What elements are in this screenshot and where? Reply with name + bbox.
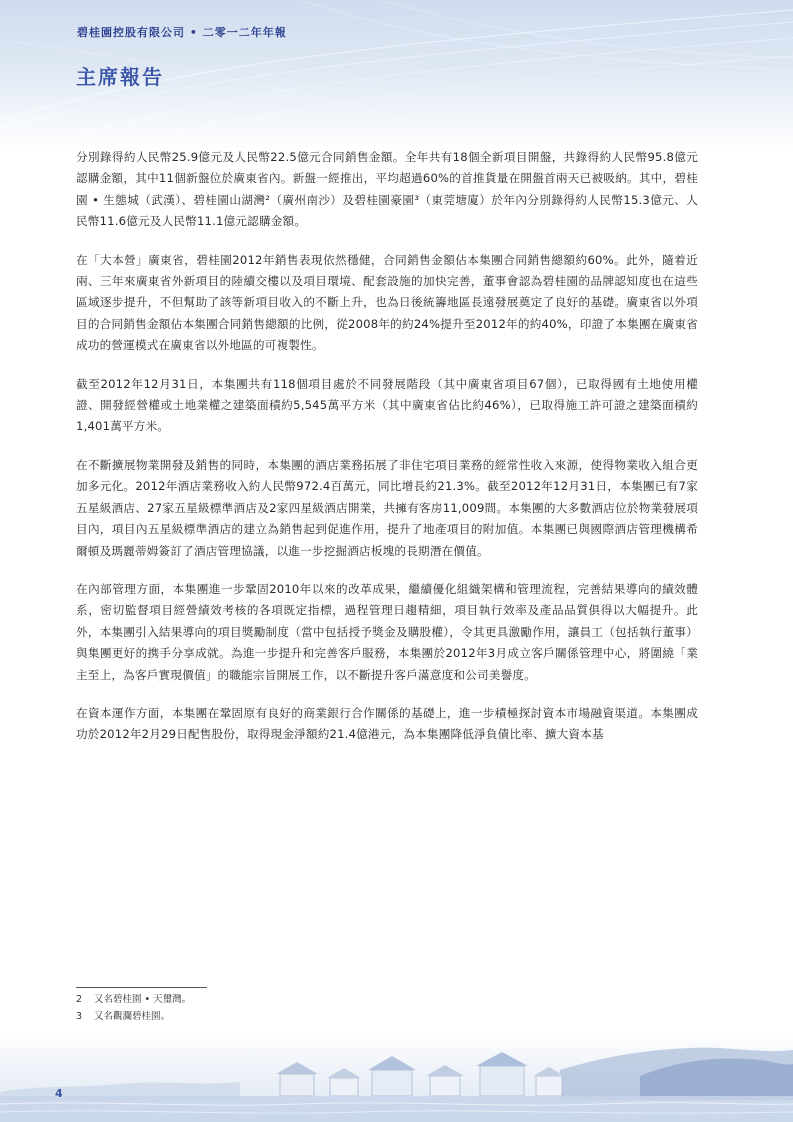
body-text (76, 147, 698, 763)
paragraph: 在「大本營」廣東省，碧桂園2012年銷售表現依然穩健，合同銷售金額佔本集團合同銷售總額約60%。此外，隨着近兩、三年來廣東省外新項目的陸續交樓以及項目環境、配套設施的加快完善，董事會認為碧桂園的品牌認知度也在這些區域逐步提升，不但幫助了該等新項目收入的不斷上升，也為日後統籌地區長遠發展奠定了良好的基礎。廣東省以外項目的合同銷售金額佔本集團合同銷售總額的比例，從2008年的約24%提升至2012年的約40%，印證了本集團在廣東省成功的營運模式在廣東省以外地區的可複製性。 (76, 252, 698, 353)
report-header-line: 碧桂園控股有限公司 • 二零一二年年報 (77, 26, 287, 39)
page-number: 4 (55, 1087, 63, 1100)
paragraph: 在不斷擴展物業開發及銷售的同時，本集團的酒店業務拓展了非住宅項目業務的經常性收入來源，使得物業收入組合更加多元化。2012年酒店業務收入約人民幣972.4百萬元，同比增長約21.3%。截至2012年12月31日，本集團已有7家五星級酒店、27家五星級標準酒店及2家四星級酒店開業，共擁有客房11,009間。本集團的大多數酒店位於物業發展項目內，項目內五星級標準酒店的建立為銷售起到促進作用，提升了地產項目的附加值。本集團已與國際酒店管理機構希爾頓及瑪麗蒂姆簽訂了酒店管理協議，以進一步挖掘酒店板塊的長期潛在價值。 (76, 457, 698, 558)
footnotes (76, 987, 376, 1025)
paragraph: 在資本運作方面，本集團在鞏固原有良好的商業銀行合作關係的基礎上，進一步積極探討資本市場融資渠道。本集團成功於2012年2月29日配售股份，取得現金淨額約21.4億港元，為本集團降低淨負債比率、擴大資本基 (76, 705, 698, 742)
paragraph: 分別錄得約人民幣25.9億元及人民幣22.5億元合同銷售金額。全年共有18個全新項目開盤，共錄得約人民幣95.8億元認購金額，其中11個新盤位於廣東省內。新盤一經推出，平均超過60%的首推貨量在開盤首兩天已被吸納。其中，碧桂園 • 生態城（武漢）、碧桂園山湖灣²（廣州南沙）及碧桂園豪園³（東莞塘廈）於年內分別錄得約人民幣15.3億元、人民幣11.6億元及人民幣11.1億元認購金額。 (76, 150, 698, 229)
footnote-text: 又名碧桂園 • 天璽灣。 (94, 994, 192, 1005)
paragraph: 截至2012年12月31日，本集團共有118個項目處於不同發展階段（其中廣東省項目67個），已取得國有土地使用權證、開發經營權或土地業權之建築面積約5,545萬平方米（其中廣東省佔比約46%），已取得施工許可證之建築面積約1,401萬平方米。 (76, 376, 698, 434)
footnote-number: 3 (76, 1011, 83, 1022)
paragraph: 在內部管理方面，本集團進一步鞏固2010年以來的改革成果，繼續優化組織架構和管理流程，完善結果導向的績效體系，密切監督項目經營績效考核的各項既定指標，過程管理日趨精細，項目執行效率及產品品質俱得以大幅提升。此外，本集團引入結果導向的項目獎勵制度（當中包括授予獎金及購股權），令其更具激勵作用，讓員工（包括執行董事）與集團更好的携手分享成就。為進一步提升和完善客戶服務，本集團於2012年3月成立客戶關係管理中心，將圍繞「業主至上，為客戶實現價值」的職能宗旨開展工作，以不斷提升客戶滿意度和公司美譽度。 (76, 581, 698, 682)
footnote (76, 1008, 376, 1025)
page-title: 主席報告 (76, 65, 164, 89)
footnote-number: 2 (76, 994, 83, 1005)
footnote-divider (76, 987, 207, 988)
footnote-text: 又名觀瀾碧桂園。 (94, 1011, 171, 1022)
footer-lakeside-image (0, 1030, 793, 1122)
footnote (76, 991, 376, 1008)
footer-skyline-decoration (0, 1030, 793, 1122)
